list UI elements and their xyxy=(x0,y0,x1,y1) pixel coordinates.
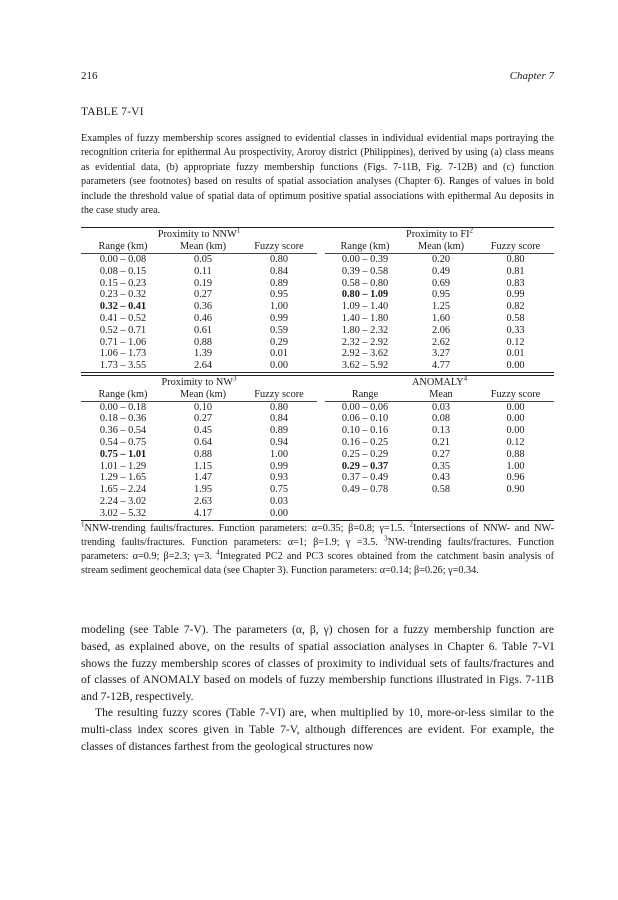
table-cell: 0.54 – 0.75 xyxy=(99,436,147,448)
table-cell: 0.90 xyxy=(506,484,525,496)
footnote-1: NNW-trending faults/fractures. Function parameters: α=0.35; β=0.8; γ=1.5. xyxy=(84,522,405,534)
table-cell: 0.15 – 0.23 xyxy=(99,277,147,289)
table-cell: 0.11 xyxy=(194,265,212,277)
table-cell: 0.99 xyxy=(506,289,525,301)
table-cell: 4.77 xyxy=(431,360,451,372)
column-header: Range (km) xyxy=(325,241,405,253)
table-cell: 3.27 xyxy=(431,348,451,360)
table-cell: 3.62 – 5.92 xyxy=(341,360,389,372)
table-cell: 0.00 – 0.08 xyxy=(99,254,147,266)
table-cell: 0.03 xyxy=(269,495,289,507)
table-cell: 0.27 xyxy=(193,413,213,425)
table-cell xyxy=(477,496,554,508)
table-cell: 0.35 xyxy=(431,460,451,472)
table-cell: 2.32 – 2.92 xyxy=(341,336,389,348)
table-cell: 0.37 – 0.49 xyxy=(341,472,389,484)
table-cell: 0.00 xyxy=(506,413,525,425)
table-cell: 1.80 – 2.32 xyxy=(341,324,389,336)
column-header: Range xyxy=(325,389,405,401)
column-header: Mean (km) xyxy=(165,389,241,401)
table-cell: 0.75 xyxy=(269,484,289,496)
table-cell: 0.99 xyxy=(269,460,289,472)
table-cell: 0.41 – 0.52 xyxy=(99,313,147,325)
table-cell: 0.33 xyxy=(506,324,525,336)
table-cell: 0.80 xyxy=(506,254,525,266)
table-cell: 1.25 xyxy=(431,301,451,313)
table-cell: 0.84 xyxy=(269,265,289,277)
table-bottom-rule xyxy=(81,520,554,521)
table-cell: 1.60 xyxy=(431,313,451,325)
section-1 xyxy=(81,228,554,372)
table-cell: 0.12 xyxy=(506,436,525,448)
body-paragraph-2: The resulting fuzzy scores (Table 7-VI) are, when multiplied by 10, more-or-less similar to the multi-class index scores given in Table 7-V, although differences are evident. For example, the classes of distances farthest from the geological structures now xyxy=(81,706,554,753)
section-2-column-headers xyxy=(81,389,554,401)
table-cell: 0.43 xyxy=(431,472,451,484)
table-cell: 0.36 – 0.54 xyxy=(99,425,147,437)
table-cell: 0.10 – 0.16 xyxy=(341,425,389,437)
table-cell: 2.92 – 3.62 xyxy=(341,348,389,360)
table-cell: 0.96 xyxy=(506,472,525,484)
page-header xyxy=(81,70,554,84)
column-header: Mean (km) xyxy=(405,241,477,253)
table-cell: 0.00 – 0.39 xyxy=(341,254,389,266)
table-cell: 0.08 xyxy=(431,413,451,425)
column-header: Mean xyxy=(405,389,477,401)
running-chapter-title: Chapter 7 xyxy=(509,70,554,82)
table-cell: 0.52 – 0.71 xyxy=(99,324,147,336)
table-row xyxy=(81,360,554,372)
footnote-4: Integrated PC2 and PC3 scores obtained from the catchment basin analysis of stream sediment geochemical data (see Chapter 3). Function parameters: α=0.14; β=0.26; γ=0.34. xyxy=(81,550,555,577)
group-label-anomaly: ANOMALY$^4$ xyxy=(411,374,468,388)
table-cell: 0.29 – 0.37 xyxy=(341,460,389,472)
table-cell: 0.29 xyxy=(269,336,289,348)
table-cell: 1.95 xyxy=(193,484,213,496)
table-row xyxy=(81,401,554,413)
table-title: TABLE 7-VI xyxy=(81,106,144,118)
table-cell: 0.10 xyxy=(193,401,213,413)
table-cell: 3.02 – 5.32 xyxy=(99,507,147,519)
table-row xyxy=(81,266,554,278)
footnote-3: NW-trending faults/fractures. Function parameters: α=0.9; β=2.3; γ=3. xyxy=(81,536,554,562)
table-cell: 1.39 xyxy=(193,348,213,360)
table-cell: 0.58 xyxy=(506,313,525,325)
group-label-proximity-fi: Proximity to $FI^2$ xyxy=(406,227,474,241)
table-row xyxy=(81,325,554,337)
table-cell xyxy=(405,508,477,520)
table-cell: 0.20 xyxy=(431,254,451,266)
table-cell: 0.13 xyxy=(431,425,451,437)
table-row xyxy=(81,508,554,520)
table-cell: 0.21 xyxy=(431,436,451,448)
table-caption: Examples of fuzzy membership scores assigned to evidential classes in individual evidential maps portraying the recognition criteria for epithermal Au prospectivity, Aroroy district (Philippines), derived by using (a) class means as evidential data, (b) appropriate fuzzy membership functions (Figs. 7-11B, Fig. 7-12B) and (c) function parameters (see footnotes) based on results of spatial association analyses (Chapter 6). Ranges of values in bold include the threshold value of spatial data of optimum positive spatial associations with epithermal Au deposits in the case study area. xyxy=(81,133,554,217)
table-cell: 0.99 xyxy=(269,313,289,325)
page xyxy=(81,70,554,755)
table-row xyxy=(81,425,554,437)
table-cell: 2.06 xyxy=(431,324,451,336)
table-cell: 1.01 – 1.29 xyxy=(99,460,147,472)
table-cell: 0.58 – 0.80 xyxy=(341,277,389,289)
section-2-group-row xyxy=(81,376,554,389)
page-number: 216 xyxy=(81,70,98,82)
table-cell: 1.00 xyxy=(506,460,525,472)
table-cell: 1.00 xyxy=(269,448,289,460)
table-cell: 0.00 – 0.18 xyxy=(99,401,147,413)
table-cell: 1.06 – 1.73 xyxy=(99,348,147,360)
table-cell: 0.39 – 0.58 xyxy=(341,265,389,277)
table-cell: 0.58 xyxy=(431,484,451,496)
table-cell: 0.94 xyxy=(269,436,289,448)
table-cell: 1.29 – 1.65 xyxy=(99,472,147,484)
table-cell: 0.23 – 0.32 xyxy=(99,289,147,301)
group-label-proximity-nw: Proximity to $NW^3$ xyxy=(161,374,237,388)
table-cell: 0.88 xyxy=(193,448,213,460)
table-cell: 0.16 – 0.25 xyxy=(341,436,389,448)
column-header: Fuzzy score xyxy=(477,241,554,253)
group-label-proximity-nnw: Proximity to NNW$^1$ xyxy=(157,227,241,241)
table-cell: 0.89 xyxy=(269,425,289,437)
table-cell: 0.18 – 0.36 xyxy=(99,413,147,425)
table-cell: 0.89 xyxy=(269,277,289,289)
table-cell: 0.27 xyxy=(193,289,213,301)
table-cell: 0.64 xyxy=(193,436,213,448)
table-cell: 0.03 xyxy=(431,401,451,413)
body-text xyxy=(81,622,554,755)
table-cell: 0.80 xyxy=(269,401,289,413)
table-cell: 2.64 xyxy=(193,360,213,372)
table-cell: 1.40 – 1.80 xyxy=(341,313,389,325)
table-cell: 0.32 – 0.41 xyxy=(99,301,147,313)
table-cell: 0.95 xyxy=(269,289,289,301)
table-cell: 1.73 – 3.55 xyxy=(99,360,147,372)
table-cell: 0.00 xyxy=(269,360,289,372)
column-header: Range (km) xyxy=(81,241,165,253)
table-cell: 0.25 – 0.29 xyxy=(341,448,389,460)
table-row xyxy=(81,313,554,325)
table-cell: 2.24 – 3.02 xyxy=(99,495,147,507)
table-cell: 0.19 xyxy=(193,277,213,289)
body-paragraph-1: modeling (see Table 7-V). The parameters (α, β, γ) chosen for a fuzzy membership function are based, as explained above, on the results of spatial association analyses in Chapter 6. Table 7-VI shows the fuzzy membership scores of classes of proximity to individual sets of faults/fractures and of classes of ANOMALY based on models of fuzzy membership functions illustrated in Figs. 7-11B and 7-12B, respectively. xyxy=(81,623,554,703)
table-footnotes: $^1$NNW-trending faults/fractures. Function parameters: α=0.35; β=0.8; γ=1.5. $^2$Intersections of NNW- and NW-trending faults/fractures. Function parameters: α=1; β=1.9; γ =3.5. $^3$NW-trending faults/fractures. Function parameters: α=0.9; β=2.3; γ=3. $^4$Integrated PC2 and PC3 scores obtained from the catchment basin analysis of stream sediment geochemical data (see Chapter 3). Function parameters: α=0.14; β=0.26; γ=0.34. xyxy=(81,520,555,577)
table-cell: 0.36 xyxy=(193,301,213,313)
table-cell: 0.45 xyxy=(193,425,213,437)
table-cell: 1.15 xyxy=(193,460,213,472)
table-cell: 0.71 – 1.06 xyxy=(99,336,147,348)
table-row xyxy=(81,254,554,266)
column-header: Range (km) xyxy=(81,389,165,401)
table-cell: 0.83 xyxy=(506,277,525,289)
column-header: Fuzzy score xyxy=(241,241,317,253)
fuzzy-score-table xyxy=(81,228,554,519)
table-cell: 0.88 xyxy=(193,336,213,348)
table-row xyxy=(81,472,554,484)
table-cell: 0.84 xyxy=(269,413,289,425)
table-cell: 0.00 xyxy=(506,401,525,413)
section-1-column-headers xyxy=(81,241,554,253)
table-cell: 0.27 xyxy=(431,448,451,460)
table-cell: 0.82 xyxy=(506,301,525,313)
table-cell: 0.80 xyxy=(269,254,289,266)
table-cell: 2.62 xyxy=(431,336,451,348)
footnote-2: Intersections of NNW- and NW-trending faults/fractures. Function parameters: α=1; β=1.9; γ =3.5. xyxy=(81,522,554,548)
table-cell: 0.00 xyxy=(269,507,289,519)
table-cell: 0.61 xyxy=(193,324,213,336)
section-2 xyxy=(81,376,554,520)
table-row xyxy=(81,301,554,313)
column-header: Mean (km) xyxy=(165,241,241,253)
table-cell: 0.93 xyxy=(269,472,289,484)
table-cell: 1.65 – 2.24 xyxy=(99,484,147,496)
table-cell: 0.95 xyxy=(431,289,451,301)
table-row xyxy=(81,437,554,449)
column-header: Fuzzy score xyxy=(477,389,554,401)
table-cell: 1.00 xyxy=(269,301,289,313)
table-cell: 0.80 – 1.09 xyxy=(341,289,389,301)
table-row xyxy=(81,461,554,473)
table-cell: 0.00 xyxy=(506,360,525,372)
table-cell: 4.17 xyxy=(193,507,213,519)
table-cell: 0.12 xyxy=(506,336,525,348)
section-1-group-row xyxy=(81,228,554,241)
table-row xyxy=(81,278,554,290)
table-row xyxy=(81,289,554,301)
table-cell: 0.08 – 0.15 xyxy=(99,265,147,277)
table-cell: 2.63 xyxy=(193,495,213,507)
table-cell: 1.09 – 1.40 xyxy=(341,301,389,313)
table-cell: 0.75 – 1.01 xyxy=(99,448,147,460)
table-cell: 0.81 xyxy=(506,265,525,277)
table-cell xyxy=(405,496,477,508)
table-cell: 0.59 xyxy=(269,324,289,336)
table-row xyxy=(81,337,554,349)
table-cell xyxy=(325,508,405,520)
table-cell: 0.00 xyxy=(506,425,525,437)
table-row xyxy=(81,413,554,425)
table-cell: 0.49 – 0.78 xyxy=(341,484,389,496)
column-header: Fuzzy score xyxy=(241,389,317,401)
table-cell: 1.47 xyxy=(193,472,213,484)
table-cell: 0.49 xyxy=(431,265,451,277)
table-cell: 0.06 – 0.10 xyxy=(341,413,389,425)
table-cell xyxy=(325,496,405,508)
table-cell xyxy=(477,508,554,520)
table-cell: 0.01 xyxy=(506,348,525,360)
table-row xyxy=(81,484,554,496)
table-cell: 0.00 – 0.06 xyxy=(341,401,389,413)
table-row xyxy=(81,496,554,508)
table-cell: 0.69 xyxy=(431,277,451,289)
table-cell: 0.46 xyxy=(193,313,213,325)
table-cell: 0.88 xyxy=(506,448,525,460)
table-row xyxy=(81,348,554,360)
table-cell: 0.01 xyxy=(269,348,289,360)
table-row xyxy=(81,449,554,461)
table-cell: 0.05 xyxy=(193,254,213,266)
